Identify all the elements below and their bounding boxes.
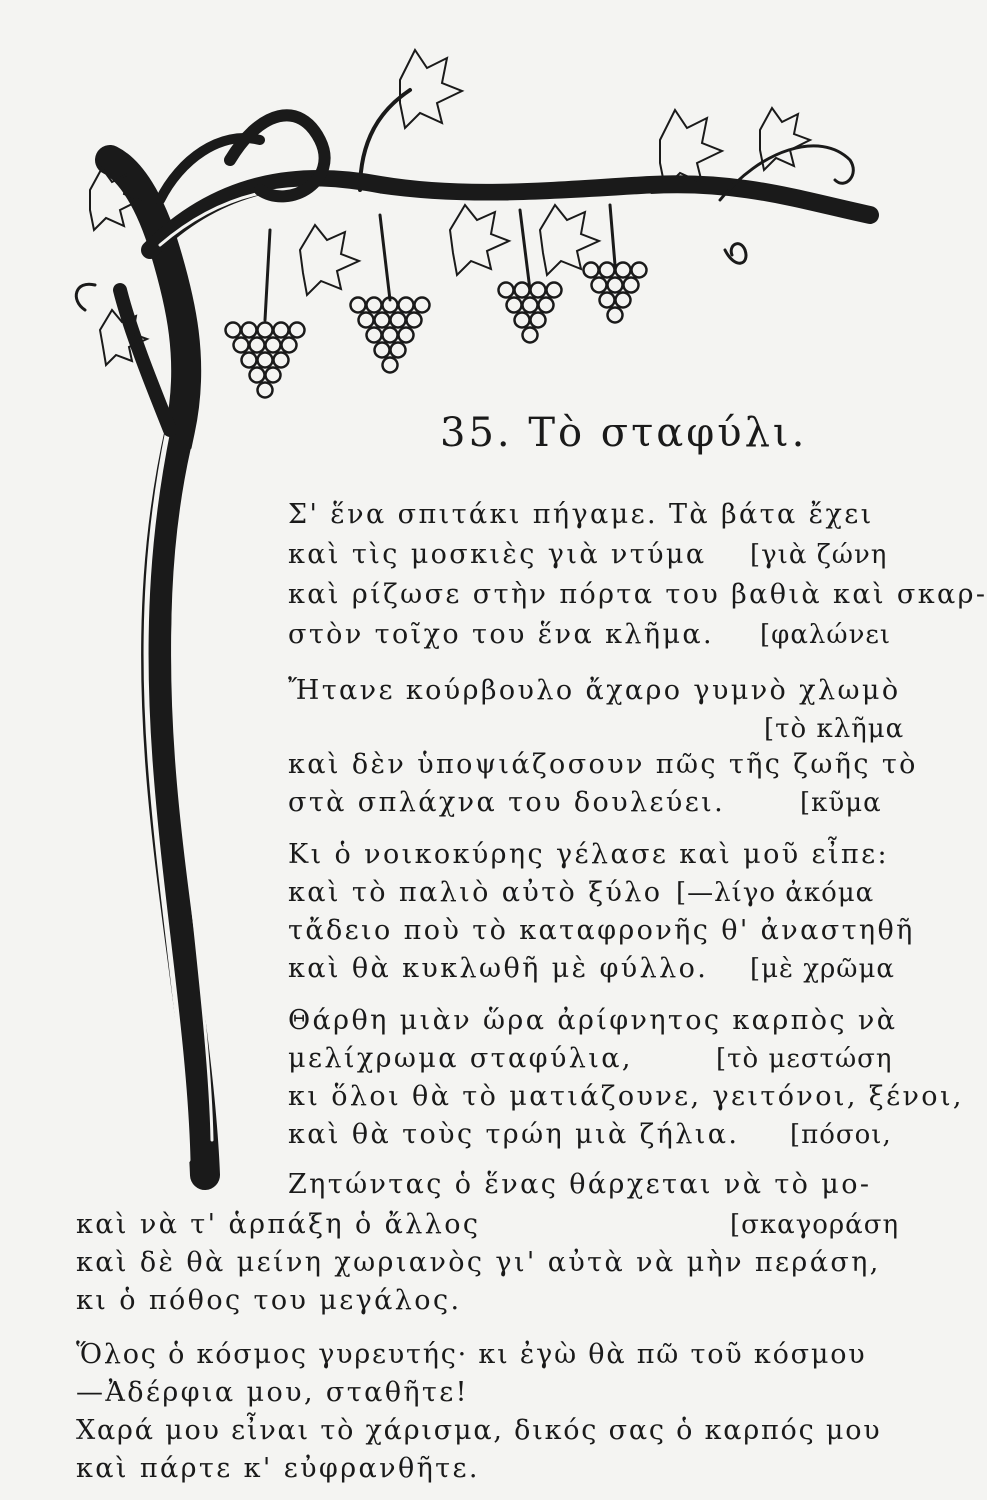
- grape: [415, 298, 430, 313]
- poem-line: καὶ δὲν ὑποψιάζοσουν πῶς τῆς ζωῆς τὸ: [288, 749, 918, 780]
- poem-line: καὶ δὲ θὰ μείνη χωριανὸς γι' αὐτὰ νὰ μὴν περάση,: [76, 1247, 881, 1278]
- poem-line-continuation: [γιὰ ζώνη: [750, 540, 888, 570]
- grape: [242, 323, 257, 338]
- poem-line-continuation: [—λίγο ἀκόμα: [676, 878, 875, 908]
- grape: [258, 383, 273, 398]
- grape: [250, 338, 265, 353]
- grape: [266, 368, 281, 383]
- grape: [375, 343, 390, 358]
- grape: [592, 278, 607, 293]
- poem-line: μελίχρωμα σταφύλια,: [288, 1043, 633, 1074]
- poem-line-continuation: [φαλώνει: [760, 620, 892, 650]
- grape: [383, 328, 398, 343]
- grape: [608, 308, 623, 323]
- grape: [391, 313, 406, 328]
- grape: [531, 283, 546, 298]
- grape: [407, 313, 422, 328]
- grape: [515, 313, 530, 328]
- grape: [547, 283, 562, 298]
- grape: [226, 323, 241, 338]
- grape: [608, 278, 623, 293]
- grape: [515, 283, 530, 298]
- grape-bunch: [351, 298, 430, 373]
- poem-line: καὶ τὸ παλιὸ αὐτὸ ξύλο: [288, 877, 663, 908]
- grape: [234, 338, 249, 353]
- poem-line: καὶ τὶς μοσκιὲς γιὰ ντύμα: [288, 539, 707, 570]
- grape: [391, 343, 406, 358]
- grape: [266, 338, 281, 353]
- grape: [616, 293, 631, 308]
- poem-line: Ἤτανε κούρβουλο ἄχαρο γυμνὸ χλωμὸ: [288, 675, 901, 706]
- grape: [523, 298, 538, 313]
- poem-line: καὶ θὰ κυκλωθῆ μὲ φύλλο.: [288, 953, 709, 984]
- poem-line: καὶ θὰ τοὺς τρώη μιὰ ζήλια.: [288, 1119, 740, 1150]
- grape: [367, 298, 382, 313]
- grape: [399, 328, 414, 343]
- grape: [531, 313, 546, 328]
- poem-title: 35. Τὸ σταφύλι.: [440, 410, 808, 456]
- grape: [258, 323, 273, 338]
- grape: [359, 313, 374, 328]
- poem-line: Κι ὁ νοικοκύρης γέλασε καὶ μοῦ εἶπε:: [288, 839, 889, 870]
- grape: [375, 313, 390, 328]
- poem-line: καὶ πάρτε κ' εὐφρανθῆτε.: [76, 1453, 480, 1484]
- poem-line-continuation: [μὲ χρῶμα: [750, 954, 895, 984]
- grape: [499, 283, 514, 298]
- grape: [367, 328, 382, 343]
- poem-line: Θάρθη μιὰν ὥρα ἀρίφνητος καρπὸς νὰ: [288, 1005, 898, 1036]
- grape: [624, 278, 639, 293]
- grape: [274, 353, 289, 368]
- poem-line: στὰ σπλάχνα του δουλεύει.: [288, 787, 726, 818]
- grape-bunch: [584, 263, 647, 323]
- grape: [242, 353, 257, 368]
- grape: [600, 293, 615, 308]
- grape: [399, 298, 414, 313]
- grape: [632, 263, 647, 278]
- poem-line: κι ὅλοι θὰ τὸ ματιάζουνε, γειτόνοι, ξένοι,: [288, 1081, 964, 1112]
- grape: [290, 323, 305, 338]
- poem-line: καὶ ρίζωσε στὴν πόρτα του βαθιὰ καὶ σκαρ-: [288, 579, 987, 610]
- grape: [383, 358, 398, 373]
- grape: [507, 298, 522, 313]
- grape: [250, 368, 265, 383]
- poem-line: Χαρά μου εἶναι τὸ χάρισμα, δικός σας ὁ καρπός μου: [76, 1415, 882, 1446]
- grape: [616, 263, 631, 278]
- grape: [351, 298, 366, 313]
- grape: [523, 328, 538, 343]
- grape: [274, 323, 289, 338]
- poem-line-continuation: [τὸ μεστώση: [716, 1044, 893, 1074]
- grape: [282, 338, 297, 353]
- grape-bunch: [499, 283, 562, 343]
- poem-line: Ὅλος ὁ κόσμος γυρευτής· κι ἐγὼ θὰ πῶ τοῦ κόσμου: [76, 1339, 867, 1370]
- grape: [600, 263, 615, 278]
- poem-line-continuation: [πόσοι,: [790, 1120, 892, 1150]
- poem-line-continuation: [τὸ κλῆμα: [764, 714, 905, 744]
- poem-line: —Ἀδέρφια μου, σταθῆτε!: [76, 1377, 469, 1408]
- poem-line: στὸν τοῖχο του ἕνα κλῆμα.: [288, 619, 715, 650]
- grape: [539, 298, 554, 313]
- poem-line-continuation: [σκαγοράση: [730, 1210, 900, 1240]
- grape: [584, 263, 599, 278]
- poem-line: καὶ νὰ τ' ἁρπάξη ὁ ἄλλος: [76, 1209, 481, 1240]
- grape-bunch: [226, 323, 305, 398]
- poem-line: Σ' ἕνα σπιτάκι πήγαμε. Τὰ βάτα ἔχει: [288, 499, 874, 530]
- grape: [258, 353, 273, 368]
- poem-line: Ζητώντας ὁ ἕνας θάρχεται νὰ τὸ μο-: [288, 1169, 872, 1200]
- poem-line-continuation: [κῦμα: [800, 788, 882, 818]
- poem-line: κι ὁ πόθος του μεγάλος.: [76, 1285, 462, 1316]
- poem-line: τἄδειο ποὺ τὸ καταφρονῆς θ' ἀναστηθῆ: [288, 915, 915, 946]
